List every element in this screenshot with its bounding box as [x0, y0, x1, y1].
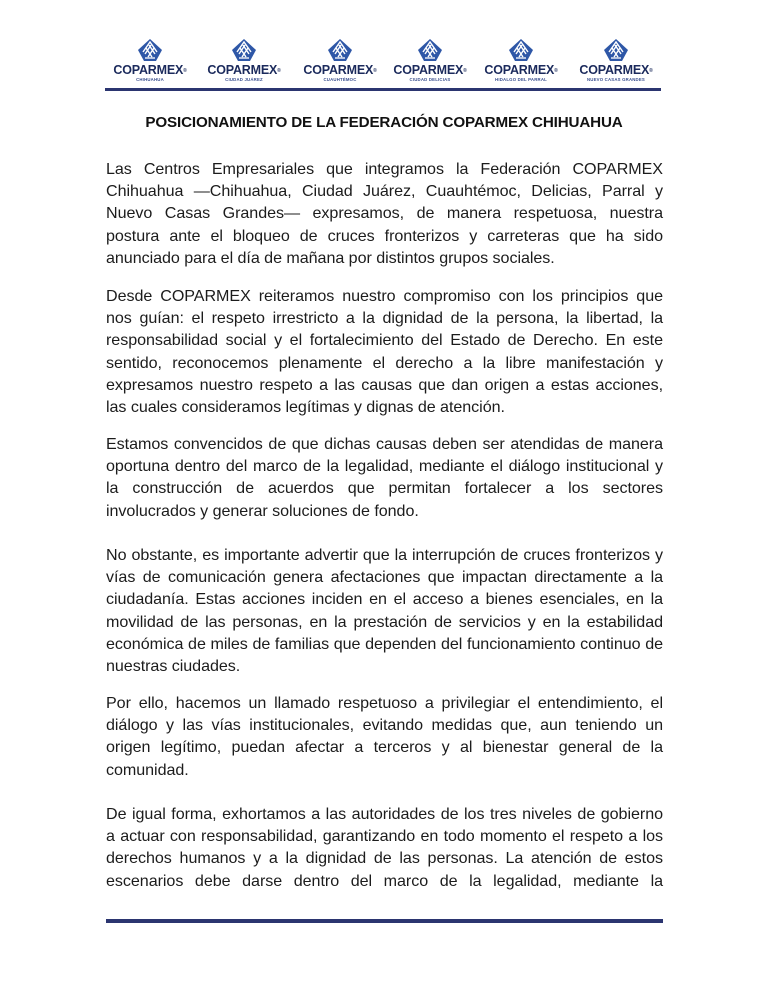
logo-subtitle: HIDALGO DEL PARRAL [495, 77, 547, 82]
logo-coparmex-nuevo-casas-grandes [570, 38, 662, 82]
paragraph-2: Desde COPARMEX reiteramos nuestro compromiso con los principios que nos guían: el respeto irrestricto a la dignidad de la persona, la libertad, la responsabilidad social y el fortalecimiento del Estado de Derecho. En este sentido, reconocemos plenamente el derecho a la libre manifestación y expresamos nuestro respeto a las causas que dan origen a estas acciones, las cuales consideramos legítimas y dignas de atención. [106, 287, 663, 417]
logo-wordmark: COPARMEX® [113, 63, 187, 77]
document-title: POSICIONAMIENTO DE LA FEDERACIÓN COPARMEX CHIHUAHUA [145, 114, 623, 131]
logo-coparmex-hidalgo-del-parral [475, 38, 567, 82]
coparmex-emblem-icon [508, 38, 534, 62]
header-divider [105, 88, 661, 91]
logo-subtitle: CIUDAD DELICIAS [409, 77, 451, 82]
logo-wordmark: COPARMEX® [579, 63, 653, 77]
logo-subtitle: NUEVO CASAS GRANDES [587, 77, 645, 82]
coparmex-emblem-icon [231, 38, 257, 62]
logo-wordmark: COPARMEX® [393, 63, 467, 77]
paragraph-6: De igual forma, exhortamos a las autoridades de los tres niveles de gobierno a actuar con responsabilidad, garantizando en todo momento el respeto a los derechos humanos y a la dignidad de las personas. La atención de estos escenarios debe darse dentro del marco de la legalidad, mediante la [106, 805, 663, 890]
coparmex-emblem-icon [417, 38, 443, 62]
logo-subtitle: CIUDAD JUÁREZ [225, 77, 263, 82]
logo-coparmex-chihuahua [104, 38, 196, 82]
footer-divider [106, 919, 663, 923]
logo-subtitle: CUAUHTÉMOC [323, 77, 357, 82]
logo-coparmex-cuauhtemoc [294, 38, 386, 82]
logo-coparmex-ciudad-juarez [198, 38, 290, 82]
logo-coparmex-ciudad-delicias [384, 38, 476, 82]
paragraph-1: Las Centros Empresariales que integramos la Federación COPARMEX Chihuahua —Chihuahua, Ciudad Juárez, Cuauhtémoc, Delicias, Parral y Nuevo Casas Grandes— expresamos, de manera respetuosa, nuestra postura ante el bloqueo de cruces fronterizos y carreteras que ha sido anunciado para el día de mañana por distintos grupos sociales. [106, 160, 663, 267]
paragraph-3: Estamos convencidos de que dichas causas deben ser atendidas de manera oportuna dentro del marco de la legalidad, mediante el diálogo institucional y la construcción de acuerdos que permitan fortalecer a los sectores involucrados y generar soluciones de fondo. [106, 435, 663, 520]
letterhead [104, 38, 662, 88]
coparmex-emblem-icon [603, 38, 629, 62]
coparmex-emblem-icon [137, 38, 163, 62]
logo-wordmark: COPARMEX® [303, 63, 377, 77]
logo-wordmark: COPARMEX® [484, 63, 558, 77]
paragraph-4: No obstante, es importante advertir que la interrupción de cruces fronterizos y vías de comunicación genera afectaciones que impactan directamente a la ciudadanía. Estas acciones inciden en el acceso a bienes esenciales, en la movilidad de las personas, en la prestación de servicios y en la estabilidad económica de miles de familias que dependen del funcionamiento continuo de nuestras ciudades. [106, 546, 663, 676]
logo-wordmark: COPARMEX® [207, 63, 281, 77]
paragraph-5: Por ello, hacemos un llamado respetuoso a privilegiar el entendimiento, el diálogo y las vías institucionales, evitando medidas que, aun teniendo un origen legítimo, puedan afectar a terceros y al bienestar general de la comunidad. [106, 694, 663, 779]
coparmex-emblem-icon [327, 38, 353, 62]
logo-subtitle: CHIHUAHUA [136, 77, 164, 82]
